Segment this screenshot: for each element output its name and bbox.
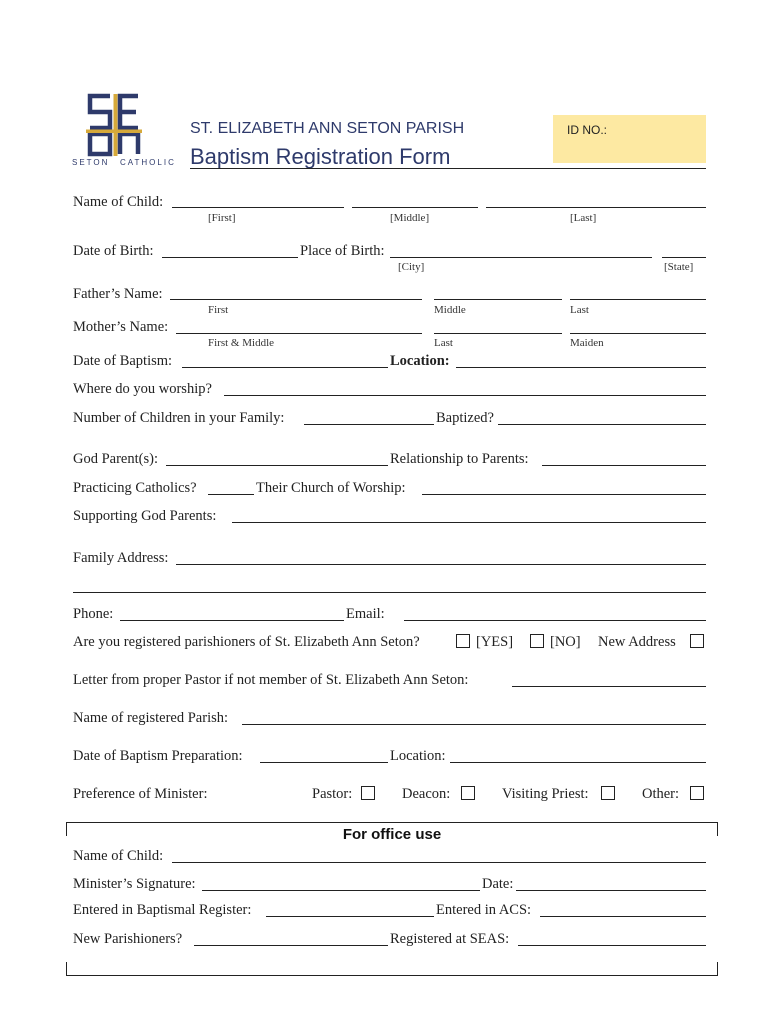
- name-child-label: Name of Child:: [73, 194, 164, 210]
- logo-caption-right: CATHOLIC: [120, 158, 176, 167]
- new-address-label: New Address: [598, 634, 676, 650]
- new-address-checkbox[interactable]: [690, 634, 704, 648]
- id-label: ID NO.:: [567, 123, 608, 137]
- dobap-field[interactable]: [182, 367, 388, 368]
- other-label: Other:: [642, 786, 680, 802]
- pob-city-field[interactable]: [390, 257, 652, 258]
- parish-name: ST. ELIZABETH ANN SETON PARISH: [190, 120, 465, 137]
- supporting-label: Supporting God Parents:: [73, 508, 217, 524]
- reg-parish-label: Name of registered Parish:: [73, 710, 229, 726]
- location-field[interactable]: [456, 367, 706, 368]
- entered-acs-label: Entered in ACS:: [436, 902, 532, 918]
- reg-parish-field[interactable]: [242, 724, 706, 725]
- office-date-field[interactable]: [516, 890, 706, 891]
- last-caption: [Last]: [570, 212, 597, 224]
- yes-checkbox[interactable]: [456, 634, 470, 648]
- their-church-label: Their Church of Worship:: [256, 480, 406, 496]
- registered-question: Are you registered parishioners of St. Elizabeth Ann Seton?: [73, 634, 420, 650]
- letter-field[interactable]: [512, 686, 706, 687]
- state-caption: [State]: [664, 261, 694, 273]
- email-label: Email:: [346, 606, 385, 622]
- title-rule: [190, 168, 706, 169]
- entered-register-field[interactable]: [266, 916, 434, 917]
- godparents-field[interactable]: [166, 465, 388, 466]
- minister-signature-field[interactable]: [202, 890, 480, 891]
- logo-caption-left: SETON: [72, 158, 110, 167]
- entered-acs-field[interactable]: [540, 916, 706, 917]
- visiting-priest-label: Visiting Priest:: [502, 786, 589, 802]
- pref-minister-label: Preference of Minister:: [73, 786, 208, 802]
- new-parishioners-label: New Parishioners?: [73, 931, 183, 947]
- first-caption: [First]: [208, 212, 236, 224]
- location-label: Location:: [390, 353, 450, 369]
- new-parishioners-field[interactable]: [194, 945, 388, 946]
- worship-label: Where do you worship?: [73, 381, 212, 397]
- num-children-label: Number of Children in your Family:: [73, 410, 285, 426]
- letter-label: Letter from proper Pastor if not member of St. Elizabeth Ann Seton:: [73, 672, 469, 688]
- godparents-label: God Parent(s):: [73, 451, 158, 467]
- num-children-field[interactable]: [304, 424, 434, 425]
- no-label: [NO]: [550, 634, 581, 650]
- prep-date-field[interactable]: [260, 762, 388, 763]
- registered-seas-label: Registered at SEAS:: [390, 931, 510, 947]
- office-use-frame: [66, 822, 718, 976]
- father-middle-field[interactable]: [434, 299, 562, 300]
- mother-first-field[interactable]: [176, 333, 422, 334]
- father-label: Father’s Name:: [73, 286, 163, 302]
- family-address-field[interactable]: [176, 564, 706, 565]
- other-checkbox[interactable]: [690, 786, 704, 800]
- pob-label: Place of Birth:: [300, 243, 385, 259]
- office-date-label: Date:: [482, 876, 514, 892]
- child-middle-field[interactable]: [352, 207, 478, 208]
- prep-location-label: Location:: [390, 748, 446, 764]
- mother-last-caption: Last: [434, 337, 453, 349]
- pastor-label: Pastor:: [312, 786, 353, 802]
- dob-label: Date of Birth:: [73, 243, 154, 259]
- practicing-field[interactable]: [208, 494, 254, 495]
- mother-label: Mother’s Name:: [73, 319, 169, 335]
- office-name-child-field[interactable]: [172, 862, 706, 863]
- deacon-label: Deacon:: [402, 786, 451, 802]
- prep-date-label: Date of Baptism Preparation:: [73, 748, 243, 764]
- family-address-field-2[interactable]: [73, 592, 706, 593]
- parish-logo: [72, 92, 176, 170]
- phone-label: Phone:: [73, 606, 114, 622]
- yes-label: [YES]: [476, 634, 514, 650]
- mother-first-caption: First & Middle: [208, 337, 275, 349]
- child-last-field[interactable]: [486, 207, 706, 208]
- relationship-field[interactable]: [542, 465, 706, 466]
- minister-signature-label: Minister’s Signature:: [73, 876, 196, 892]
- pob-state-field[interactable]: [662, 257, 706, 258]
- practicing-label: Practicing Catholics?: [73, 480, 197, 496]
- email-field[interactable]: [404, 620, 706, 621]
- city-caption: [City]: [398, 261, 425, 273]
- visiting-priest-checkbox[interactable]: [601, 786, 615, 800]
- middle-caption: [Middle]: [390, 212, 430, 224]
- baptized-field[interactable]: [498, 424, 706, 425]
- father-middle-caption: Middle: [434, 304, 466, 316]
- mother-maiden-field[interactable]: [570, 333, 706, 334]
- mother-maiden-caption: Maiden: [570, 337, 604, 349]
- form-title: Baptism Registration Form: [190, 144, 451, 169]
- office-name-child-label: Name of Child:: [73, 848, 164, 864]
- father-last-field[interactable]: [570, 299, 706, 300]
- supporting-field[interactable]: [232, 522, 706, 523]
- mother-last-field[interactable]: [434, 333, 562, 334]
- dob-field[interactable]: [162, 257, 298, 258]
- office-use-title: For office use: [342, 826, 442, 843]
- prep-location-field[interactable]: [450, 762, 706, 763]
- relationship-label: Relationship to Parents:: [390, 451, 529, 467]
- worship-field[interactable]: [224, 395, 706, 396]
- registered-seas-field[interactable]: [518, 945, 706, 946]
- no-checkbox[interactable]: [530, 634, 544, 648]
- father-first-caption: First: [208, 304, 229, 316]
- baptized-label: Baptized?: [436, 410, 494, 426]
- father-first-field[interactable]: [170, 299, 422, 300]
- father-last-caption: Last: [570, 304, 589, 316]
- family-address-label: Family Address:: [73, 550, 169, 566]
- phone-field[interactable]: [120, 620, 344, 621]
- entered-register-label: Entered in Baptismal Register:: [73, 902, 252, 918]
- deacon-checkbox[interactable]: [461, 786, 475, 800]
- child-first-field[interactable]: [172, 207, 344, 208]
- dobap-label: Date of Baptism:: [73, 353, 173, 369]
- pastor-checkbox[interactable]: [361, 786, 375, 800]
- their-church-field[interactable]: [422, 494, 706, 495]
- id-box[interactable]: [553, 115, 706, 163]
